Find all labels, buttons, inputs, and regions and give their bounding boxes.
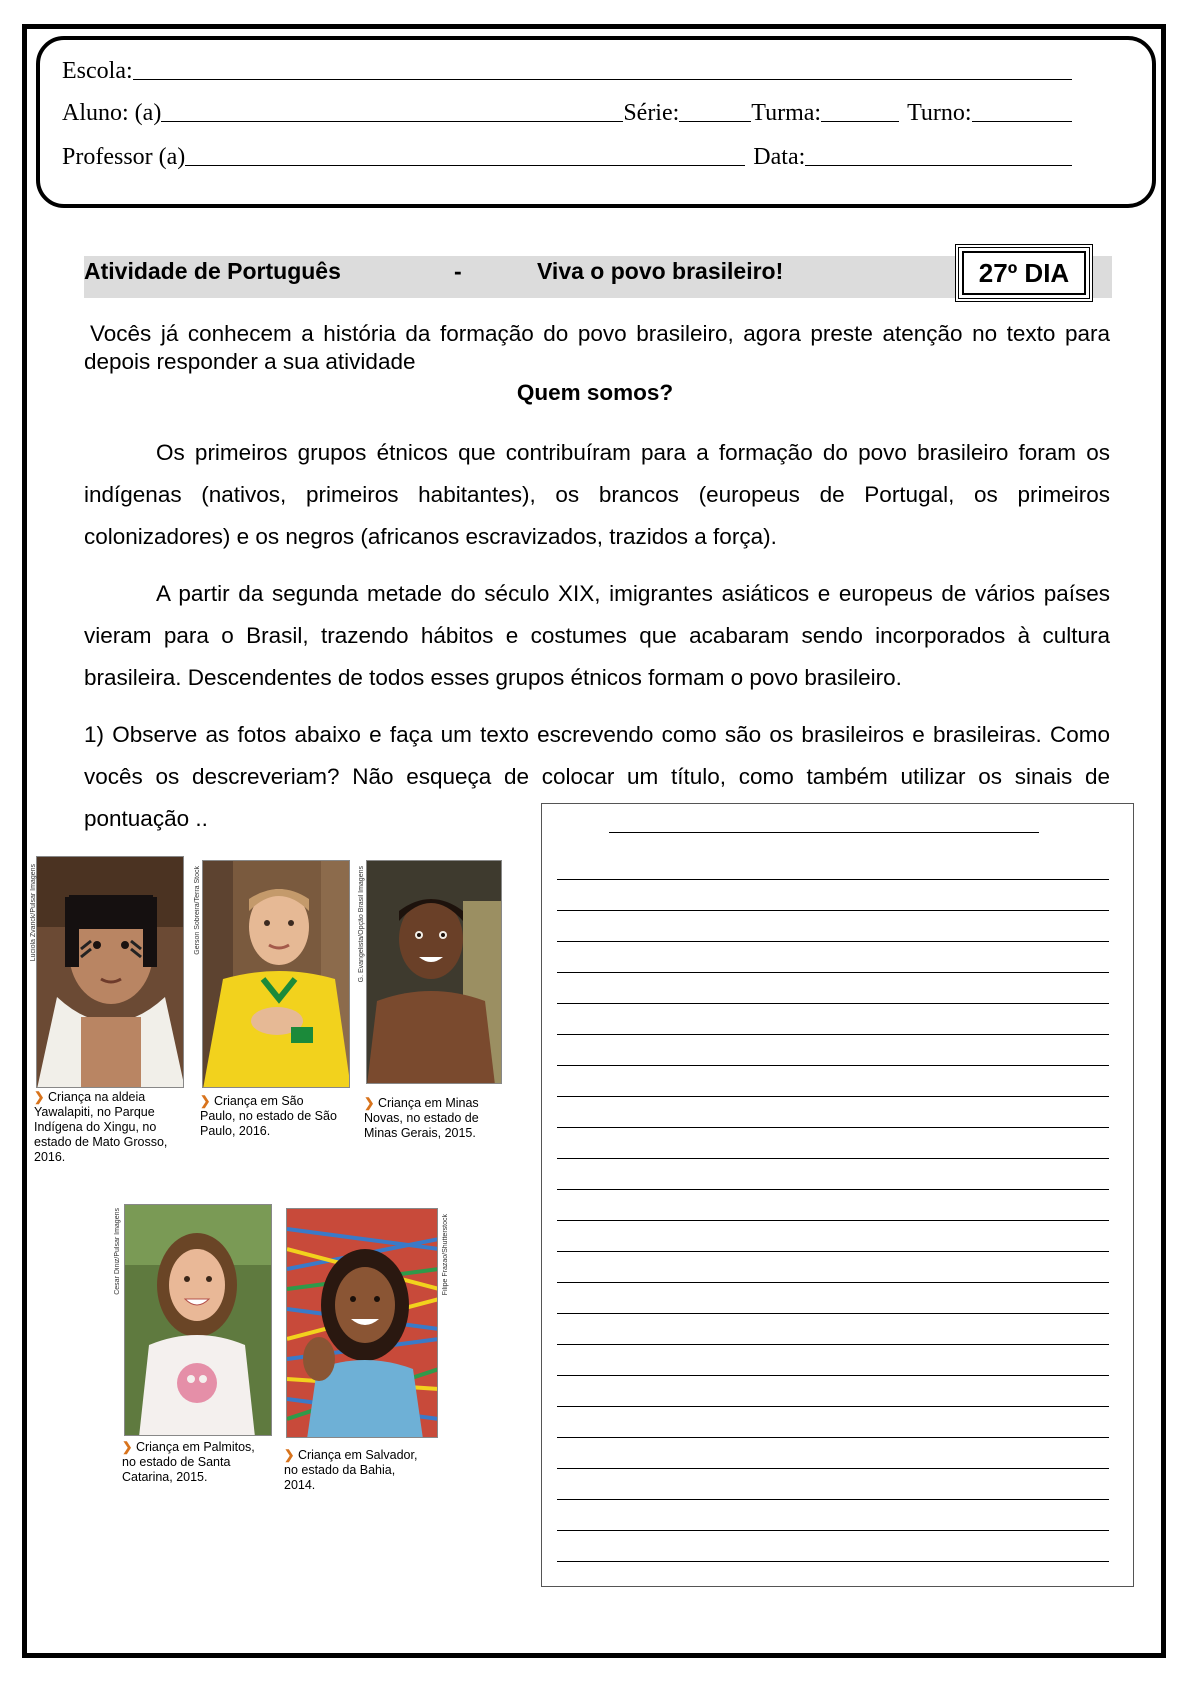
photo-1-caption-text: Criança na aldeia Yawalapiti, no Parque Indígena do Xingu, no estado de Mato Grosso, 2016. xyxy=(34,1090,168,1164)
photo-minas-novas-child xyxy=(366,860,502,1084)
photo-2-caption xyxy=(200,1094,342,1139)
subject-title: Atividade de Português xyxy=(84,258,341,284)
answer-line[interactable] xyxy=(557,1499,1109,1500)
answer-line[interactable] xyxy=(557,1158,1109,1159)
caption-arrow-icon: ❯ xyxy=(364,1096,378,1110)
caption-arrow-icon: ❯ xyxy=(34,1090,48,1104)
photo-4-credit: Cesar Diniz/Pulsar Imagens xyxy=(114,1208,121,1295)
question-text: 1) Observe as fotos abaixo e faça um texto escrevendo como são os brasileiros e brasileiras. Como vocês os descreveriam? Não esqueça de colocar um título, como também utilizar os sinais de pontuação .. xyxy=(84,722,1110,831)
photo-indigenous-child-image xyxy=(37,857,184,1088)
answer-title-line[interactable] xyxy=(609,832,1039,833)
answer-line[interactable] xyxy=(557,1437,1109,1438)
day-badge xyxy=(955,244,1093,302)
photo-palmitos-child-image xyxy=(125,1205,272,1436)
answer-line[interactable] xyxy=(557,1003,1109,1004)
student-label: Aluno: (a) xyxy=(62,100,162,126)
answer-line[interactable] xyxy=(557,941,1109,942)
answer-line[interactable] xyxy=(557,1344,1109,1345)
answer-writing-box[interactable] xyxy=(541,803,1134,1587)
student-info-header xyxy=(36,36,1156,208)
answer-line[interactable] xyxy=(557,1375,1109,1376)
answer-line[interactable] xyxy=(557,1034,1109,1035)
student-row xyxy=(62,100,1072,127)
answer-line[interactable] xyxy=(557,972,1109,973)
date-label: Data: xyxy=(753,144,806,170)
photo-palmitos-child xyxy=(124,1204,272,1436)
school-label: Escola: xyxy=(62,58,133,84)
photo-5-caption-text: Criança em Salvador, no estado da Bahia, 2014. xyxy=(284,1448,418,1492)
answer-line[interactable] xyxy=(557,1282,1109,1283)
answer-line[interactable] xyxy=(557,1220,1109,1221)
answer-line[interactable] xyxy=(557,1530,1109,1531)
theme-title: Viva o povo brasileiro! xyxy=(537,258,784,284)
grade-label: Série: xyxy=(623,100,680,126)
answer-line[interactable] xyxy=(557,1251,1109,1252)
paragraph-2: A partir da segunda metade do século XIX, imigrantes asiáticos e europeus de vários países vieram para o Brasil, trazendo hábitos e costumes que acabaram sendo incorporados à cultura brasileira. Descendentes de todos esses grupos étnicos formam o povo brasileiro. xyxy=(84,581,1110,690)
photo-4-caption xyxy=(122,1440,272,1485)
class-label: Turma: xyxy=(751,100,822,126)
shift-label: Turno: xyxy=(907,100,972,126)
photo-2-credit: Gerson Sobreira/Terra Stock xyxy=(194,866,201,955)
class-line[interactable] xyxy=(821,120,899,122)
teacher-row xyxy=(62,144,1072,171)
intro-text: Vocês já conhecem a história da formação do povo brasileiro, agora preste atenção no texto para depois responder a sua atividade xyxy=(84,321,1110,374)
photo-sao-paulo-child xyxy=(202,860,350,1088)
answer-line[interactable] xyxy=(557,879,1109,880)
day-label: 27º DIA xyxy=(978,257,1070,288)
answer-line[interactable] xyxy=(557,910,1109,911)
school-row xyxy=(62,58,1072,85)
text-subtitle: Quem somos? xyxy=(516,380,674,405)
answer-line[interactable] xyxy=(557,1065,1109,1066)
photo-5-caption xyxy=(284,1448,424,1493)
photo-salvador-child xyxy=(286,1208,438,1438)
photo-indigenous-child xyxy=(36,856,184,1088)
answer-line[interactable] xyxy=(557,1313,1109,1314)
photo-3-credit: G. Evangelista/Opção Brasil Imagens xyxy=(358,866,365,983)
photo-5-credit: Filipe Frazao/Shutterstock xyxy=(442,1214,449,1296)
photo-3-caption xyxy=(364,1096,506,1141)
grade-line[interactable] xyxy=(679,120,751,122)
photo-2-caption-text: Criança em São Paulo, no estado de São Paulo, 2016. xyxy=(200,1094,337,1138)
photo-4-caption-text: Criança em Palmitos, no estado de Santa Catarina, 2015. xyxy=(122,1440,255,1484)
student-line[interactable] xyxy=(161,120,623,122)
photo-1-credit: Luciola Zvarick/Pulsar Imagens xyxy=(30,864,37,962)
answer-line[interactable] xyxy=(557,1406,1109,1407)
photo-collage xyxy=(30,846,508,1496)
caption-arrow-icon: ❯ xyxy=(122,1440,136,1454)
photo-salvador-child-image xyxy=(287,1209,438,1438)
answer-line[interactable] xyxy=(557,1096,1109,1097)
shift-line[interactable] xyxy=(972,120,1072,122)
answer-line[interactable] xyxy=(557,1189,1109,1190)
answer-line[interactable] xyxy=(557,1127,1109,1128)
answer-line[interactable] xyxy=(557,1561,1109,1562)
date-line[interactable] xyxy=(805,164,1072,166)
teacher-line[interactable] xyxy=(185,164,745,166)
caption-arrow-icon: ❯ xyxy=(200,1094,214,1108)
photo-1-caption xyxy=(34,1090,184,1165)
caption-arrow-icon: ❯ xyxy=(284,1448,298,1462)
photo-3-caption-text: Criança em Minas Novas, no estado de Minas Gerais, 2015. xyxy=(364,1096,479,1140)
answer-line[interactable] xyxy=(557,1468,1109,1469)
title-separator: - xyxy=(454,258,462,284)
photo-minas-novas-child-image xyxy=(367,861,502,1084)
teacher-label: Professor (a) xyxy=(62,144,186,170)
paragraph-1: Os primeiros grupos étnicos que contribuíram para a formação do povo brasileiro foram os indígenas (nativos, primeiros habitantes), os brancos (europeus de Portugal, os primeiros colonizadores) e os negros (africanos escravizados, trazidos a força). xyxy=(84,440,1110,549)
school-line[interactable] xyxy=(133,78,1072,80)
photo-sao-paulo-child-image xyxy=(203,861,350,1088)
